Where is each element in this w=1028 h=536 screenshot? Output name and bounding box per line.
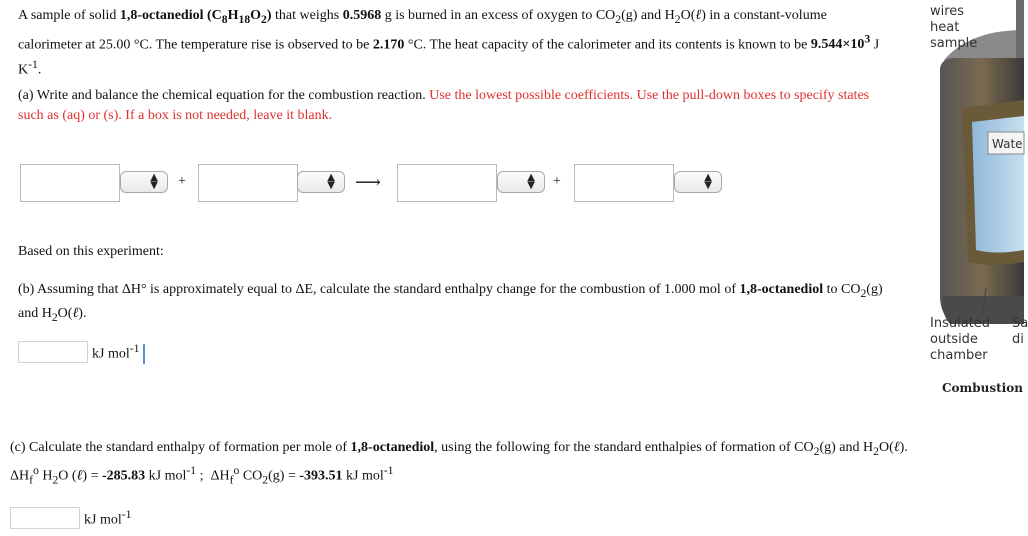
label-heat: heat	[930, 20, 960, 35]
label-outside: outside	[930, 332, 978, 347]
calorimeter-figure	[900, 0, 1028, 400]
part-c-answer-input[interactable]	[10, 507, 80, 529]
label-sa: Sa	[1012, 316, 1028, 331]
plus-sign: +	[178, 174, 186, 189]
updown-arrow-icon: ▲ ▼	[704, 172, 712, 191]
part-c-question: (c) Calculate the standard enthalpy of formation per mole of 1,8-octanediol, using the following for the standard enthalpies of formation of $CO_2(g)$ and $H_2O(\ell)$.	[10, 440, 908, 458]
part-b-answer-input[interactable]	[18, 341, 88, 363]
label-water: Wate	[992, 137, 1023, 151]
reactant-1-input[interactable]	[20, 164, 120, 202]
problem-intro: A sample of solid 1,8-octanediol $(C_8H_{18}O_2)$ that weighs 0.5968 g is burned in an excess of oxygen to $CO_2(g)$ and $H_2O(\ell)$ in a constant-volume calorimeter at 25.00 °C. The temperature rise is observed to be 2.170 °C. The heat capacity of the calorimeter and its contents is known to be $9.544\times 10^3$ J $K^{-1}$.	[18, 8, 880, 79]
plus-sign: +	[553, 174, 561, 189]
label-insulated: Insulated	[930, 316, 991, 331]
updown-arrow-icon: ▲ ▼	[327, 172, 335, 191]
reactant-1-state-select[interactable]	[120, 171, 168, 193]
reactant-2-state-select[interactable]	[297, 171, 345, 193]
formation-data-line: $\Delta H_f^o$ $H_2O$ (ℓ) = -285.83 kJ mol$^{-1}$ ; $\Delta H_f^o$ $CO_2(g) = -393.51$ kJ mol$^{-1}$	[10, 464, 394, 487]
label-wires: wires	[930, 4, 965, 19]
reactant-2-input[interactable]	[198, 164, 298, 202]
reaction-arrow: ⟶	[355, 172, 381, 192]
product-1-input[interactable]	[397, 164, 497, 202]
updown-arrow-icon: ▲ ▼	[150, 172, 158, 191]
part-b-unit: kJ mol$^{-1}$	[92, 342, 145, 364]
part-b-question: (b) Assuming that ΔH° is approximately equal to ΔE, calculate the standard enthalpy change for the combustion of 1.000 mol of 1,8-octanediol to $CO_2(g)$ and $H_2O(\ell)$.	[18, 282, 883, 324]
updown-arrow-icon: ▲ ▼	[527, 172, 535, 191]
product-2-input[interactable]	[574, 164, 674, 202]
label-chamber: chamber	[930, 348, 988, 363]
product-2-state-select[interactable]	[674, 171, 722, 193]
part-c-unit: kJ mol$^{-1}$	[84, 508, 132, 528]
part-a-question: (a) Write and balance the chemical equation for the combustion reaction. Use the lowest possible coefficients. Use the pull-down boxes to specify states such as (aq) or (s). If a box is not needed, leave it blank.	[18, 88, 870, 123]
based-on-text: Based on this experiment:	[18, 244, 164, 259]
part-a-instructions: Use the lowest possible coefficients. Use the pull-down boxes to specify states such as (aq) or (s). If a box is not needed, leave it blank.	[18, 88, 870, 123]
label-sample: sample	[930, 36, 978, 51]
figure-caption: Combustion	[942, 381, 1023, 395]
product-1-state-select[interactable]	[497, 171, 545, 193]
label-di: di	[1012, 332, 1024, 347]
text-cursor	[143, 344, 145, 364]
